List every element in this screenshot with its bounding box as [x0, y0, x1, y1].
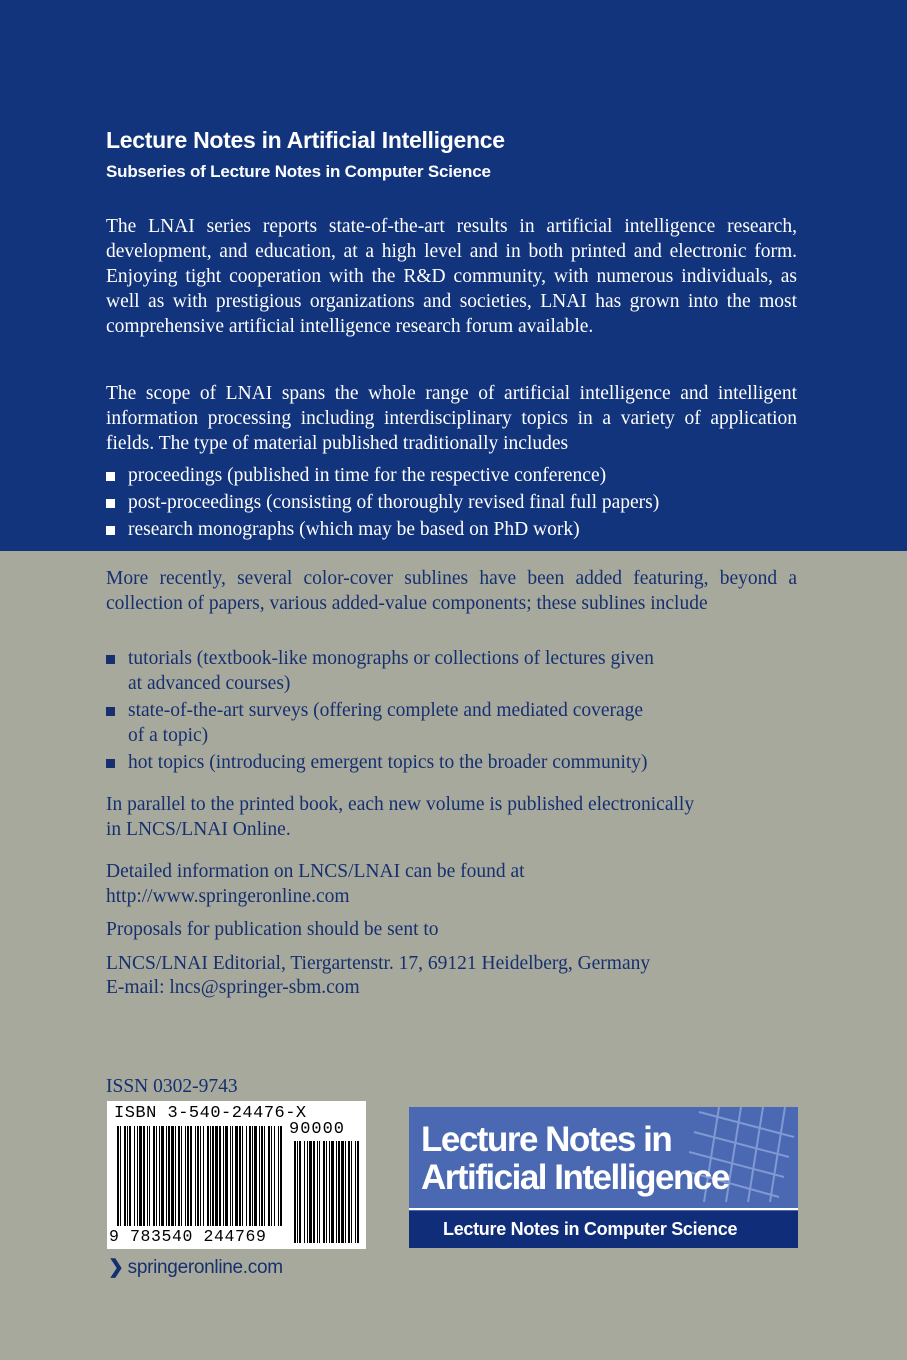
series-logo	[409, 1107, 798, 1248]
logo-divider	[409, 1208, 798, 1210]
list-item: state-of-the-art surveys (offering complete and mediated coverage of a topic)	[106, 698, 797, 748]
springer-link[interactable]	[108, 1256, 283, 1279]
square-bullet-icon	[106, 526, 115, 535]
springer-link-text: springeronline.com	[127, 1257, 283, 1278]
details-line: Detailed information on LNCS/LNAI can be found at	[106, 861, 525, 882]
list-item: post-proceedings (consisting of thoroughly revised final full papers)	[106, 490, 797, 515]
sublines-list	[106, 646, 797, 775]
list-item: proceedings (published in time for the respective conference)	[106, 463, 797, 488]
isbn-barcode	[107, 1101, 366, 1249]
series-subtitle: Subseries of Lecture Notes in Computer Science	[106, 162, 491, 181]
ean-number: 9 783540 244769	[109, 1227, 267, 1246]
editorial-address: LNCS/LNAI Editorial, Tiergartenstr. 17, 69121 Heidelberg, Germany	[106, 953, 651, 974]
square-bullet-icon	[106, 759, 115, 768]
traditional-material-list	[106, 463, 797, 542]
square-bullet-icon	[106, 499, 115, 508]
issn-number: ISSN 0302-9743	[106, 1076, 238, 1097]
website-link[interactable]: http://www.springeronline.com	[106, 886, 350, 907]
square-bullet-icon	[106, 707, 115, 716]
logo-line-2: Artificial Intelligence	[421, 1158, 729, 1197]
chevron-right-icon: ❯	[108, 1257, 124, 1278]
list-item: tutorials (textbook-like monographs or collections of lectures given at advanced courses)	[106, 646, 797, 696]
logo-line-1: Lecture Notes in	[421, 1120, 672, 1159]
series-title: Lecture Notes in Artificial Intelligence	[106, 127, 505, 153]
sublines-paragraph: More recently, several color-cover sublines have been added featuring, beyond a collection of papers, various added-value components; these sublines include	[106, 568, 797, 614]
list-item: hot topics (introducing emergent topics to the broader community)	[106, 750, 797, 775]
proposals-line: Proposals for publication should be sent to	[106, 919, 439, 940]
scope-paragraph: The scope of LNAI spans the whole range of artificial intelligence and intelligent information processing including interdisciplinary topics in a variety of application fields. The type of material published traditionally includes	[106, 383, 797, 454]
square-bullet-icon	[106, 472, 115, 481]
square-bullet-icon	[106, 655, 115, 664]
logo-footer	[409, 1211, 798, 1248]
isbn-text: ISBN 3-540-24476-X	[114, 1104, 307, 1123]
list-item: research monographs (which may be based on PhD work)	[106, 517, 797, 542]
electronic-line-2: in LNCS/LNAI Online.	[106, 819, 291, 840]
intro-paragraph: The LNAI series reports state-of-the-art results in artificial intelligence research, development, and education, at a high level and in both printed and electronic form. Enjoying tight cooperation with the R&D community, with numerous individuals, as well as with prestigious organizations and societies, LNAI has grown into the most comprehensive artificial intelligence research forum available.	[106, 216, 797, 337]
email-link[interactable]: E-mail: lncs@springer-sbm.com	[106, 977, 360, 998]
logo-footer-text: Lecture Notes in Computer Science	[443, 1219, 738, 1239]
price-addon-code: 90000	[289, 1120, 346, 1139]
electronic-line-1: In parallel to the printed book, each new volume is published electronically	[106, 794, 695, 815]
